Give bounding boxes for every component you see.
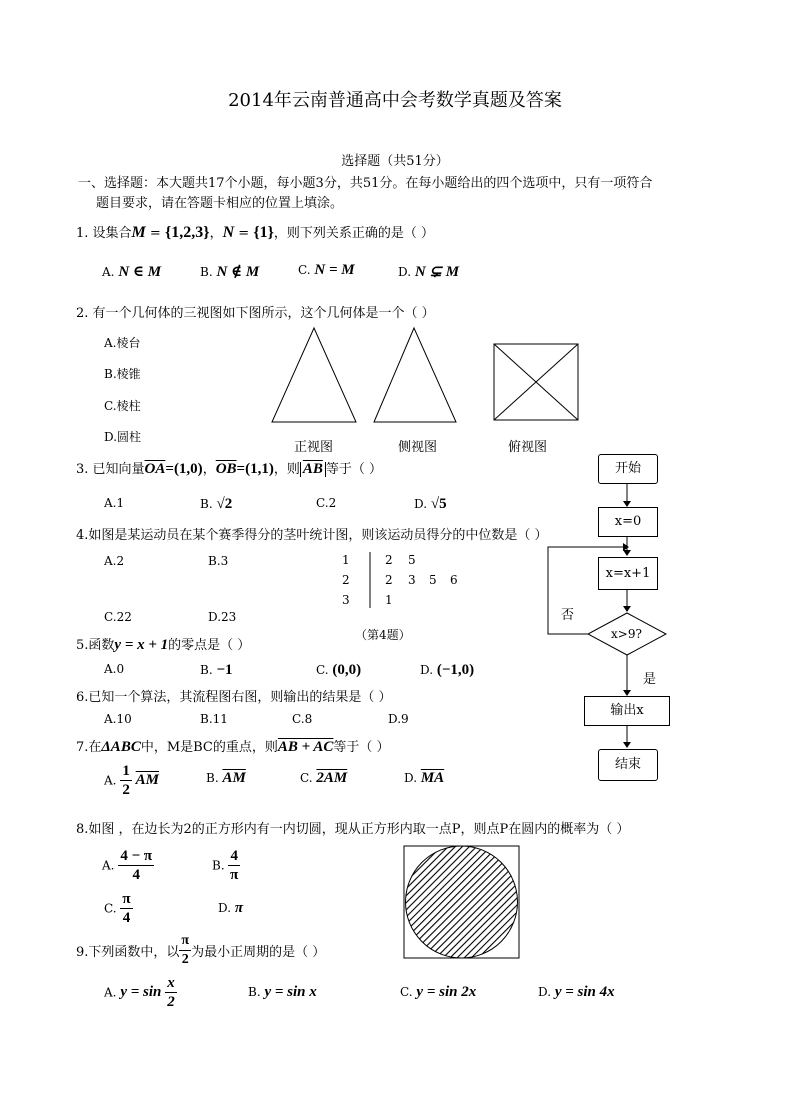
instructions-line-1: 一、选择题：本大题共17个小题，每小题3分，共51分。在每小题给出的四个选项中，只有一项符合	[78, 176, 653, 191]
q6-option-c: C.8	[292, 712, 313, 726]
q1-set-n: {1}	[253, 224, 274, 241]
flow-yes-label: 是	[643, 672, 657, 687]
q2-option-a: A.棱台	[104, 336, 141, 350]
q8-option-d: D. π	[218, 900, 244, 916]
q4-option-a: A.2	[104, 554, 125, 568]
q3-option-d: D. √5	[414, 496, 447, 512]
q1-comma: ，	[209, 226, 223, 241]
q1-eq: =	[145, 226, 165, 241]
q4-option-c: C.22	[104, 610, 132, 624]
q5-function: y = x + 1	[114, 637, 169, 653]
flow-no-label: 否	[561, 608, 575, 623]
page-title: 2014年云南普通高中会考数学真题及答案	[228, 90, 562, 111]
q5-option-c: C. (0,0)	[316, 662, 362, 678]
q1-prefix: 1. 设集合	[76, 226, 132, 241]
q7-option-d: D. $\overline{MA}$	[404, 770, 445, 786]
q2-option-c: C.棱柱	[104, 399, 141, 413]
side-view-triangle	[374, 328, 456, 422]
q9-option-d: D. y = sin 4x	[538, 984, 615, 1000]
leaf-2-3: 5	[429, 573, 437, 587]
q7-option-b: B. $\overline{AM}$	[206, 770, 246, 786]
q1-option-a: A. N ∈ M	[102, 264, 162, 280]
flow-output: 输出x	[584, 696, 670, 726]
q3-option-c: C.2	[316, 496, 337, 510]
question-4: 4.如图是某运动员在某个赛季得分的茎叶统计图，则该运动员得分的中位数是（ ）	[76, 528, 548, 543]
flow-end: 结束	[598, 749, 658, 781]
vector-ob: $\overline{OB}$	[215, 461, 237, 477]
q2-option-b: B.棱锥	[104, 367, 141, 381]
q4-option-b: B.3	[208, 554, 229, 568]
q1-eq-2: =	[234, 226, 254, 241]
flow-init: x=0	[598, 507, 658, 537]
stem-leaf-caption: （第4题）	[355, 628, 411, 642]
q6-option-a: A.10	[104, 712, 132, 726]
q1-set-n-symbol: N	[222, 224, 235, 241]
q8-option-a: A. $\frac{4 - \pi}{4}$	[102, 848, 153, 883]
q3-option-a: A.1	[104, 496, 125, 510]
q1-suffix: ，则下列关系正确的是（ ）	[273, 226, 435, 241]
stem-3: 3	[342, 593, 350, 607]
flow-arrowhead-5	[623, 742, 631, 748]
vector-oa: $\overline{OA}$	[144, 461, 166, 477]
leaf-2-4: 6	[450, 573, 458, 587]
flow-update: x=x+1	[598, 557, 658, 590]
stem-1: 1	[342, 553, 350, 567]
q6-option-b: B.11	[200, 712, 228, 726]
q6-option-d: D.9	[388, 712, 409, 726]
front-view-triangle	[272, 328, 356, 422]
q5-option-b: B. −1	[200, 662, 233, 678]
abs-ab: $\overline{AB}$	[300, 462, 326, 477]
q1-option-d: D. N ⊊ M	[398, 264, 460, 280]
question-2: 2. 有一个几何体的三视图如下图所示，这个几何体是一个（ ）	[76, 306, 435, 321]
q1-set-m-symbol: M	[131, 224, 146, 241]
q1-option-b: B. N ∉ M	[200, 264, 260, 280]
top-view-label: 俯视图	[508, 440, 548, 455]
instructions-line-2: 题目要求，请在答题卡相应的位置上填涂。	[96, 196, 344, 211]
q8-circle	[406, 846, 518, 958]
q1-set-m: {1,2,3}	[164, 224, 210, 241]
q1-option-c: C. N = M	[298, 262, 355, 278]
q8-option-c: C. $\frac{\pi}{4}$	[104, 891, 131, 926]
q9-option-c: C. y = sin 2x	[400, 984, 477, 1000]
question-3: 3. 已知向量$\overline{OA}=(1,0)$，$\overline{OB}=(1,1)$，则 $\overline{AB}$ 等于（ ）	[76, 461, 383, 477]
q4-option-d: D.23	[208, 610, 237, 624]
question-8: 8.如图 ，在边长为2的正方形内有一内切圆，现从正方形内取一点P，则点P在圆内的概率为（ ）	[76, 822, 630, 837]
leaf-1-2: 5	[408, 553, 416, 567]
question-9: 9.下列函数中，以 $\frac{\pi}{2}$ 为最小正周期的是（ ）	[76, 933, 326, 967]
leaf-1-1: 2	[385, 553, 393, 567]
flow-arrowhead-2	[623, 550, 631, 556]
question-5: 5.函数y = x + 1的零点是（ ）	[76, 637, 251, 653]
q7-option-a: A. $\frac{1}{2}$ $\overline{AM}$	[104, 763, 159, 798]
leaf-2-2: 3	[408, 573, 416, 587]
q7-option-c: C. 2AM	[300, 770, 348, 786]
q9-option-a: A. y = sin $\frac{x}{2}$	[104, 975, 175, 1010]
question-7: 7.在ΔABC中，M是BC的重点，则AB + AC等于（ ）	[76, 739, 390, 755]
front-view-label: 正视图	[294, 440, 334, 455]
q8-option-b: B. $\frac{4}{\pi}$	[212, 848, 239, 883]
flow-condition: x>9?	[611, 627, 642, 641]
section-heading: 选择题（共51分）	[341, 154, 449, 169]
q5-option-d: D. (−1,0)	[420, 662, 475, 678]
q2-option-d: D.圆柱	[104, 430, 142, 444]
leaf-2-1: 2	[385, 573, 393, 587]
question-6: 6.已知一个算法，其流程图右图，则输出的结果是（ ）	[76, 690, 392, 705]
flow-loop-arrowhead	[623, 543, 629, 551]
q9-option-b: B. y = sin x	[248, 984, 317, 1000]
flow-arrowhead-3	[623, 606, 631, 612]
q7-expression: AB + AC	[277, 739, 334, 755]
leaf-3-1: 1	[385, 593, 393, 607]
side-view-label: 侧视图	[398, 440, 438, 455]
stem-2: 2	[342, 573, 350, 587]
flow-start: 开始	[598, 454, 658, 484]
q3-option-b: B. √2	[200, 496, 233, 512]
q5-option-a: A.0	[104, 662, 125, 676]
